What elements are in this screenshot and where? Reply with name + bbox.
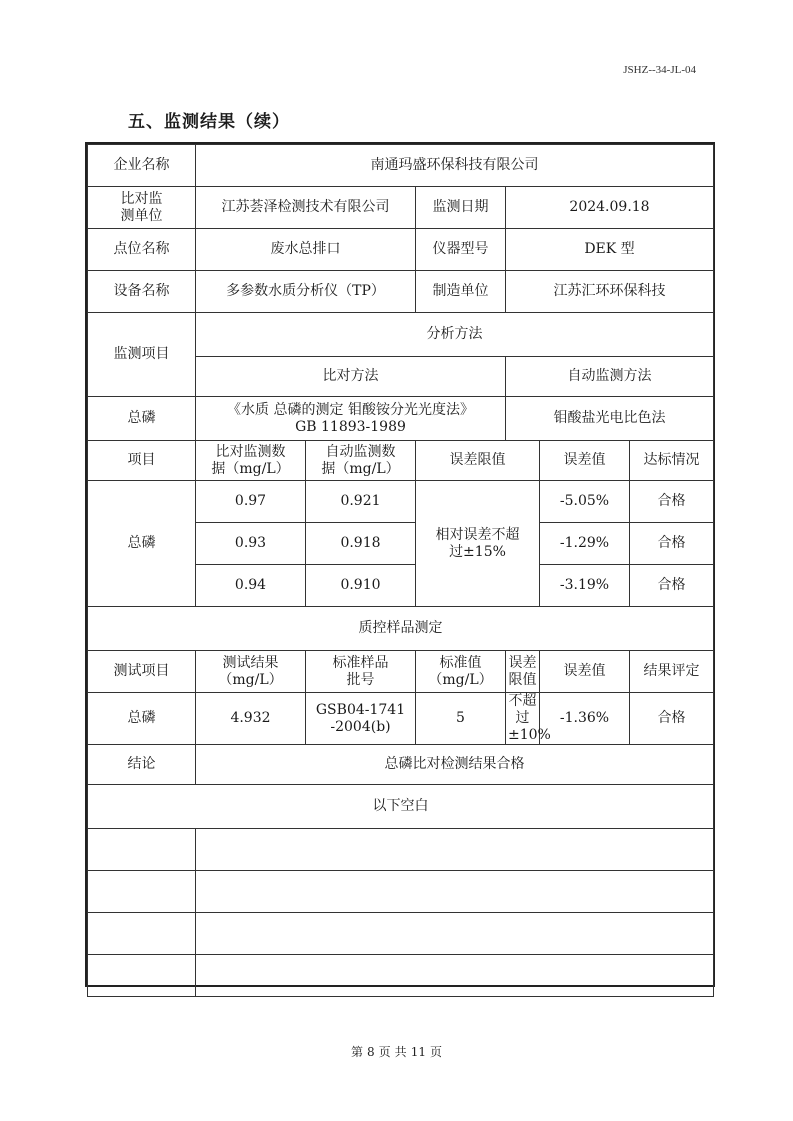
- equipment-value: 多参数水质分析仪（TP）: [196, 271, 416, 313]
- empty-row: [88, 829, 714, 871]
- auto-value: 0.918: [306, 523, 416, 565]
- method-header-row: [88, 313, 714, 357]
- compare-value: 0.93: [196, 523, 306, 565]
- compare-unit-row: [88, 187, 714, 229]
- auto-value: 0.910: [306, 565, 416, 607]
- manufacturer-value: 江苏汇环环保科技: [506, 271, 714, 313]
- monitor-item-label: 监测项目: [88, 313, 196, 397]
- qc-std-header: 标准值 （mg/L）: [416, 651, 506, 693]
- equipment-row: [88, 271, 714, 313]
- company-label: 企业名称: [88, 145, 196, 187]
- error-limit-header: 误差限值: [416, 441, 540, 481]
- results-item: 总磷: [88, 481, 196, 607]
- status-value: 合格: [630, 565, 714, 607]
- blank-note-row: [88, 785, 714, 829]
- error-value: -5.05%: [540, 481, 630, 523]
- qc-batch-header: 标准样品 批号: [306, 651, 416, 693]
- total-pages: 11: [410, 1045, 426, 1059]
- conclusion-row: [88, 745, 714, 785]
- instrument-model-value: DEK 型: [506, 229, 714, 271]
- point-value: 废水总排口: [196, 229, 416, 271]
- qc-eval-header: 结果评定: [630, 651, 714, 693]
- results-table-frame: [85, 142, 715, 987]
- qc-error-header: 误差值: [540, 651, 630, 693]
- compare-data-header: 比对监测数 据（mg/L）: [196, 441, 306, 481]
- page-footer: 第 8 页 共 11 页: [351, 1045, 442, 1059]
- qc-title: 质控样品测定: [88, 607, 714, 651]
- monitor-date-value: 2024.09.18: [506, 187, 714, 229]
- error-limit: 相对误差不超 过±15%: [416, 481, 540, 607]
- status-value: 合格: [630, 481, 714, 523]
- status-value: 合格: [630, 523, 714, 565]
- section-title: 五、监测结果（续）: [128, 112, 290, 132]
- manufacturer-label: 制造单位: [416, 271, 506, 313]
- auto-method-label: 自动监测方法: [506, 357, 714, 397]
- qc-result: 4.932: [196, 693, 306, 745]
- results-table: [87, 144, 714, 997]
- method-row: [88, 397, 714, 441]
- company-value: 南通玛盛环保科技有限公司: [196, 145, 714, 187]
- error-value-header: 误差值: [540, 441, 630, 481]
- conclusion-value: 总磷比对检测结果合格: [196, 745, 714, 785]
- qc-std: 5: [416, 693, 506, 745]
- page-number: 8: [367, 1045, 375, 1059]
- analysis-method-header: 分析方法: [196, 313, 714, 357]
- compare-unit-value: 江苏荟泽检测技术有限公司: [196, 187, 416, 229]
- qc-eval: 合格: [630, 693, 714, 745]
- qc-item: 总磷: [88, 693, 196, 745]
- conclusion-label: 结论: [88, 745, 196, 785]
- qc-title-row: [88, 607, 714, 651]
- empty-row: [88, 871, 714, 913]
- compare-method-label: 比对方法: [196, 357, 506, 397]
- results-header-row: [88, 441, 714, 481]
- point-label: 点位名称: [88, 229, 196, 271]
- empty-row: [88, 913, 714, 955]
- error-value: -1.29%: [540, 523, 630, 565]
- monitor-date-label: 监测日期: [416, 187, 506, 229]
- qc-header-row: [88, 651, 714, 693]
- qc-limit-header: 误差 限值: [506, 651, 540, 693]
- auto-method-value: 钼酸盐光电比色法: [506, 397, 714, 441]
- blank-note: 以下空白: [88, 785, 714, 829]
- compare-unit-label: 比对监 测单位: [88, 187, 196, 229]
- point-row: [88, 229, 714, 271]
- qc-item-header: 测试项目: [88, 651, 196, 693]
- company-row: [88, 145, 714, 187]
- method-item: 总磷: [88, 397, 196, 441]
- table-row: [88, 481, 714, 523]
- status-header: 达标情况: [630, 441, 714, 481]
- compare-value: 0.97: [196, 481, 306, 523]
- instrument-model-label: 仪器型号: [416, 229, 506, 271]
- qc-error: -1.36%: [540, 693, 630, 745]
- qc-limit: 不超过 ±10%: [506, 693, 540, 745]
- auto-data-header: 自动监测数 据（mg/L）: [306, 441, 416, 481]
- results-item-header: 项目: [88, 441, 196, 481]
- auto-value: 0.921: [306, 481, 416, 523]
- compare-value: 0.94: [196, 565, 306, 607]
- qc-batch: GSB04-1741 -2004(b): [306, 693, 416, 745]
- qc-row: [88, 693, 714, 745]
- compare-method-value: 《水质 总磷的测定 钼酸铵分光光度法》 GB 11893-1989: [196, 397, 506, 441]
- equipment-label: 设备名称: [88, 271, 196, 313]
- document-code: JSHZ--34-JL-04: [623, 64, 696, 76]
- empty-row: [88, 955, 714, 997]
- error-value: -3.19%: [540, 565, 630, 607]
- qc-result-header: 测试结果 （mg/L）: [196, 651, 306, 693]
